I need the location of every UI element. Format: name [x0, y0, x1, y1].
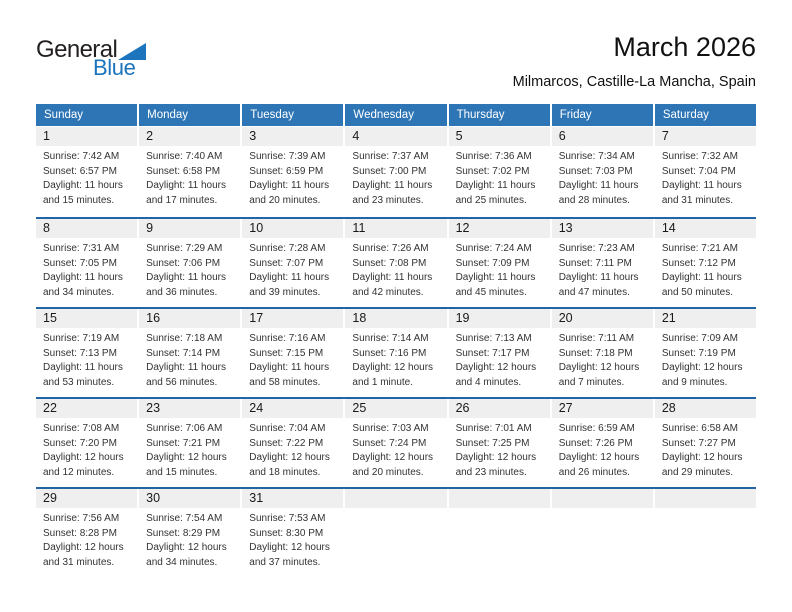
- daylight-line-1: Daylight: 11 hours: [558, 272, 639, 284]
- sunrise-line: Sunrise: 7:29 AM: [146, 243, 223, 254]
- daylight-line-2: and 34 minutes.: [146, 556, 218, 568]
- weekday-header-saturday: Saturday: [655, 104, 756, 126]
- day-cell: [552, 399, 653, 487]
- day-cell: [552, 127, 653, 217]
- sunrise-line: Sunrise: 7:04 AM: [249, 423, 326, 434]
- daylight-line-1: Daylight: 12 hours: [352, 452, 434, 464]
- sunrise-line: Sunrise: 7:14 AM: [352, 333, 429, 344]
- sunset-line: Sunset: 7:26 PM: [558, 437, 633, 449]
- day-details: [552, 146, 653, 208]
- sunrise-line: Sunrise: 7:21 AM: [661, 243, 738, 254]
- sunrise-line: Sunrise: 7:08 AM: [43, 423, 120, 434]
- sunset-line: Sunset: 7:22 PM: [249, 437, 324, 449]
- daylight-line-2: and 36 minutes.: [146, 286, 218, 298]
- logo-text-blue: Blue: [93, 55, 136, 80]
- day-cell: [449, 399, 550, 487]
- day-cell: [552, 309, 653, 397]
- daylight-line-1: Daylight: 11 hours: [43, 272, 123, 284]
- day-cell: [242, 399, 343, 487]
- day-details: [36, 328, 137, 390]
- daylight-line-2: and 31 minutes.: [43, 556, 115, 568]
- sunrise-line: Sunrise: 7:42 AM: [43, 151, 120, 162]
- week-row: [36, 307, 756, 397]
- daylight-line-1: Daylight: 11 hours: [455, 272, 536, 284]
- sunset-line: Sunset: 7:13 PM: [43, 347, 117, 359]
- day-cell: [655, 399, 756, 487]
- daylight-line-2: and 47 minutes.: [558, 286, 630, 298]
- day-number: 16: [139, 309, 240, 328]
- daylight-line-1: Daylight: 12 hours: [43, 542, 124, 554]
- daylight-line-1: Daylight: 12 hours: [352, 362, 434, 374]
- weekday-header-thursday: Thursday: [449, 104, 550, 126]
- daylight-line-2: and 29 minutes.: [661, 466, 734, 478]
- daylight-line-1: Daylight: 12 hours: [249, 452, 330, 464]
- sunrise-line: Sunrise: 7:40 AM: [146, 151, 223, 162]
- day-cell: [139, 489, 240, 577]
- day-number: 12: [449, 219, 550, 238]
- daylight-line-2: and 45 minutes.: [455, 286, 527, 298]
- sunrise-line: Sunrise: 7:09 AM: [661, 333, 738, 344]
- day-cell: [449, 127, 550, 217]
- weekday-header-friday: Friday: [552, 104, 653, 126]
- day-cell: [655, 309, 756, 397]
- daylight-line-1: Daylight: 11 hours: [558, 180, 639, 192]
- sunset-line: Sunset: 6:59 PM: [249, 165, 324, 177]
- day-cell: [139, 399, 240, 487]
- day-cell: [242, 127, 343, 217]
- daylight-line-2: and 37 minutes.: [249, 556, 321, 568]
- day-details: [552, 418, 653, 480]
- day-number: 30: [139, 489, 240, 508]
- sunset-line: Sunset: 7:00 PM: [352, 165, 427, 177]
- logo-text-general: General: [36, 36, 118, 63]
- sunrise-line: Sunrise: 7:32 AM: [661, 151, 738, 162]
- sunset-line: Sunset: 6:58 PM: [146, 165, 221, 177]
- daylight-line-2: and 53 minutes.: [43, 376, 115, 388]
- day-details: [139, 238, 240, 300]
- week-row: [36, 397, 756, 487]
- day-cell: [345, 309, 446, 397]
- day-cell: [36, 399, 137, 487]
- day-details: [449, 146, 550, 208]
- day-cell: [139, 219, 240, 307]
- weekday-header-row: [36, 104, 756, 126]
- day-details: [36, 418, 137, 480]
- sunset-line: Sunset: 7:25 PM: [455, 437, 530, 449]
- day-cell: [552, 219, 653, 307]
- sunrise-line: Sunrise: 7:26 AM: [352, 243, 429, 254]
- day-number: 26: [449, 399, 550, 418]
- day-cell: [655, 219, 756, 307]
- day-number: 28: [655, 399, 756, 418]
- day-details: [139, 328, 240, 390]
- sunrise-line: Sunrise: 7:06 AM: [146, 423, 223, 434]
- sunrise-line: Sunrise: 7:54 AM: [146, 513, 223, 524]
- day-number: 14: [655, 219, 756, 238]
- day-details: [552, 328, 653, 390]
- daylight-line-1: Daylight: 12 hours: [146, 452, 227, 464]
- sunset-line: Sunset: 8:28 PM: [43, 527, 117, 539]
- general-blue-logo: [36, 38, 146, 79]
- day-number: 3: [242, 127, 343, 146]
- sunrise-line: Sunrise: 7:11 AM: [558, 333, 635, 344]
- daylight-line-1: Daylight: 12 hours: [249, 542, 330, 554]
- daylight-line-2: and 25 minutes.: [455, 194, 527, 206]
- daylight-line-2: and 50 minutes.: [661, 286, 734, 298]
- day-number: 10: [242, 219, 343, 238]
- day-number: 5: [449, 127, 550, 146]
- day-cell: [242, 309, 343, 397]
- sunset-line: Sunset: 7:06 PM: [146, 257, 221, 269]
- day-cell: [449, 219, 550, 307]
- day-cell: [36, 219, 137, 307]
- daylight-line-1: Daylight: 12 hours: [558, 452, 640, 464]
- sunset-line: Sunset: 7:04 PM: [661, 165, 736, 177]
- sunrise-line: Sunrise: 7:01 AM: [455, 423, 532, 434]
- day-details: [449, 328, 550, 390]
- day-number: 9: [139, 219, 240, 238]
- sunset-line: Sunset: 7:20 PM: [43, 437, 117, 449]
- day-cell: [36, 309, 137, 397]
- sunrise-line: Sunrise: 7:23 AM: [558, 243, 635, 254]
- daylight-line-2: and 1 minute.: [352, 376, 414, 388]
- day-details: [345, 146, 446, 208]
- daylight-line-2: and 15 minutes.: [43, 194, 115, 206]
- weekday-header-wednesday: Wednesday: [345, 104, 446, 126]
- day-details: [139, 418, 240, 480]
- daylight-line-1: Daylight: 11 hours: [661, 180, 742, 192]
- weekday-header-tuesday: Tuesday: [242, 104, 343, 126]
- page-title: March 2026: [613, 32, 756, 62]
- day-details: [36, 508, 137, 570]
- day-details: [449, 418, 550, 480]
- day-number: [655, 489, 756, 508]
- day-number: 25: [345, 399, 446, 418]
- day-number: 6: [552, 127, 653, 146]
- sunset-line: Sunset: 7:02 PM: [455, 165, 530, 177]
- sunrise-line: Sunrise: 7:03 AM: [352, 423, 429, 434]
- sunset-line: Sunset: 7:19 PM: [661, 347, 736, 359]
- daylight-line-1: Daylight: 12 hours: [455, 362, 537, 374]
- daylight-line-1: Daylight: 12 hours: [43, 452, 124, 464]
- day-number: [449, 489, 550, 508]
- daylight-line-1: Daylight: 11 hours: [43, 180, 123, 192]
- sunset-line: Sunset: 7:16 PM: [352, 347, 427, 359]
- day-number: 20: [552, 309, 653, 328]
- day-number: 17: [242, 309, 343, 328]
- daylight-line-1: Daylight: 12 hours: [146, 542, 227, 554]
- day-number: [345, 489, 446, 508]
- sunset-line: Sunset: 7:11 PM: [558, 257, 632, 269]
- daylight-line-1: Daylight: 12 hours: [455, 452, 537, 464]
- sunset-line: Sunset: 7:07 PM: [249, 257, 324, 269]
- day-cell: [242, 489, 343, 577]
- daylight-line-1: Daylight: 11 hours: [661, 272, 742, 284]
- sunset-line: Sunset: 7:18 PM: [558, 347, 633, 359]
- daylight-line-2: and 7 minutes.: [558, 376, 625, 388]
- daylight-line-2: and 18 minutes.: [249, 466, 321, 478]
- week-row: [36, 127, 756, 217]
- day-details: [36, 238, 137, 300]
- day-number: 13: [552, 219, 653, 238]
- daylight-line-1: Daylight: 11 hours: [249, 362, 330, 374]
- day-details: [552, 238, 653, 300]
- sunset-line: Sunset: 7:12 PM: [661, 257, 736, 269]
- sunset-line: Sunset: 7:27 PM: [661, 437, 736, 449]
- day-number: 21: [655, 309, 756, 328]
- week-row: [36, 487, 756, 577]
- day-number: 2: [139, 127, 240, 146]
- daylight-line-2: and 20 minutes.: [249, 194, 321, 206]
- day-details: [242, 508, 343, 570]
- empty-day-cell: [552, 489, 653, 577]
- day-details: [242, 238, 343, 300]
- daylight-line-1: Daylight: 11 hours: [146, 272, 226, 284]
- day-cell: [345, 219, 446, 307]
- daylight-line-2: and 15 minutes.: [146, 466, 218, 478]
- weekday-header-monday: Monday: [139, 104, 240, 126]
- day-cell: [139, 127, 240, 217]
- sunrise-line: Sunrise: 7:34 AM: [558, 151, 635, 162]
- day-cell: [36, 127, 137, 217]
- day-number: 19: [449, 309, 550, 328]
- sunrise-line: Sunrise: 6:59 AM: [558, 423, 635, 434]
- daylight-line-2: and 23 minutes.: [455, 466, 527, 478]
- day-details: [242, 328, 343, 390]
- day-cell: [242, 219, 343, 307]
- daylight-line-2: and 28 minutes.: [558, 194, 630, 206]
- sunrise-line: Sunrise: 7:24 AM: [455, 243, 532, 254]
- day-cell: [655, 127, 756, 217]
- day-details: [449, 238, 550, 300]
- daylight-line-2: and 9 minutes.: [661, 376, 728, 388]
- daylight-line-2: and 23 minutes.: [352, 194, 424, 206]
- sunrise-line: Sunrise: 7:13 AM: [455, 333, 532, 344]
- day-number: [552, 489, 653, 508]
- daylight-line-1: Daylight: 12 hours: [558, 362, 640, 374]
- daylight-line-1: Daylight: 11 hours: [43, 362, 123, 374]
- day-number: 22: [36, 399, 137, 418]
- daylight-line-1: Daylight: 11 hours: [352, 272, 433, 284]
- day-details: [345, 418, 446, 480]
- sunset-line: Sunset: 7:21 PM: [146, 437, 221, 449]
- sunrise-line: Sunrise: 7:18 AM: [146, 333, 223, 344]
- daylight-line-1: Daylight: 11 hours: [455, 180, 536, 192]
- sunset-line: Sunset: 8:30 PM: [249, 527, 324, 539]
- day-details: [242, 146, 343, 208]
- sunset-line: Sunset: 7:14 PM: [146, 347, 221, 359]
- sunrise-line: Sunrise: 7:36 AM: [455, 151, 532, 162]
- day-details: [242, 418, 343, 480]
- sunset-line: Sunset: 7:09 PM: [455, 257, 530, 269]
- sunset-line: Sunset: 6:57 PM: [43, 165, 117, 177]
- day-number: 27: [552, 399, 653, 418]
- title-block: [513, 32, 756, 90]
- daylight-line-2: and 34 minutes.: [43, 286, 115, 298]
- daylight-line-1: Daylight: 11 hours: [249, 272, 330, 284]
- daylight-line-2: and 12 minutes.: [43, 466, 115, 478]
- daylight-line-2: and 4 minutes.: [455, 376, 522, 388]
- day-details: [655, 146, 756, 208]
- day-cell: [36, 489, 137, 577]
- day-number: 15: [36, 309, 137, 328]
- sunset-line: Sunset: 7:17 PM: [455, 347, 530, 359]
- day-number: 29: [36, 489, 137, 508]
- daylight-line-2: and 39 minutes.: [249, 286, 321, 298]
- sunset-line: Sunset: 7:15 PM: [249, 347, 324, 359]
- day-details: [139, 508, 240, 570]
- sunset-line: Sunset: 8:29 PM: [146, 527, 221, 539]
- sunrise-line: Sunrise: 7:53 AM: [249, 513, 326, 524]
- day-details: [655, 328, 756, 390]
- day-number: 4: [345, 127, 446, 146]
- day-number: 11: [345, 219, 446, 238]
- daylight-line-1: Daylight: 11 hours: [352, 180, 433, 192]
- day-number: 18: [345, 309, 446, 328]
- daylight-line-1: Daylight: 11 hours: [146, 362, 226, 374]
- weeks: [36, 127, 756, 577]
- sunrise-line: Sunrise: 7:31 AM: [43, 243, 120, 254]
- empty-day-cell: [345, 489, 446, 577]
- daylight-line-2: and 58 minutes.: [249, 376, 321, 388]
- day-number: 1: [36, 127, 137, 146]
- day-details: [655, 418, 756, 480]
- sunrise-line: Sunrise: 7:56 AM: [43, 513, 120, 524]
- day-cell: [139, 309, 240, 397]
- day-number: 31: [242, 489, 343, 508]
- daylight-line-1: Daylight: 12 hours: [661, 452, 743, 464]
- sunrise-line: Sunrise: 7:28 AM: [249, 243, 326, 254]
- daylight-line-1: Daylight: 11 hours: [146, 180, 226, 192]
- sunrise-line: Sunrise: 7:16 AM: [249, 333, 326, 344]
- day-cell: [345, 127, 446, 217]
- daylight-line-2: and 20 minutes.: [352, 466, 424, 478]
- daylight-line-2: and 17 minutes.: [146, 194, 218, 206]
- weekday-header-sunday: Sunday: [36, 104, 137, 126]
- day-details: [36, 146, 137, 208]
- page-subtitle: Milmarcos, Castille-La Mancha, Spain: [512, 74, 756, 91]
- day-number: 23: [139, 399, 240, 418]
- daylight-line-2: and 42 minutes.: [352, 286, 424, 298]
- day-details: [345, 328, 446, 390]
- sunrise-line: Sunrise: 7:39 AM: [249, 151, 326, 162]
- day-details: [345, 238, 446, 300]
- sunset-line: Sunset: 7:24 PM: [352, 437, 427, 449]
- calendar: [36, 104, 756, 577]
- sunset-line: Sunset: 7:08 PM: [352, 257, 427, 269]
- day-cell: [449, 309, 550, 397]
- day-number: 7: [655, 127, 756, 146]
- sunrise-line: Sunrise: 7:37 AM: [352, 151, 429, 162]
- day-cell: [345, 399, 446, 487]
- day-details: [655, 238, 756, 300]
- empty-day-cell: [655, 489, 756, 577]
- sunset-line: Sunset: 7:05 PM: [43, 257, 117, 269]
- daylight-line-2: and 56 minutes.: [146, 376, 218, 388]
- sunrise-line: Sunrise: 7:19 AM: [43, 333, 120, 344]
- sunrise-line: Sunrise: 6:58 AM: [661, 423, 738, 434]
- day-number: 8: [36, 219, 137, 238]
- daylight-line-2: and 31 minutes.: [661, 194, 734, 206]
- sunset-line: Sunset: 7:03 PM: [558, 165, 633, 177]
- week-row: [36, 217, 756, 307]
- daylight-line-2: and 26 minutes.: [558, 466, 630, 478]
- day-details: [139, 146, 240, 208]
- empty-day-cell: [449, 489, 550, 577]
- daylight-line-1: Daylight: 11 hours: [249, 180, 330, 192]
- daylight-line-1: Daylight: 12 hours: [661, 362, 743, 374]
- day-number: 24: [242, 399, 343, 418]
